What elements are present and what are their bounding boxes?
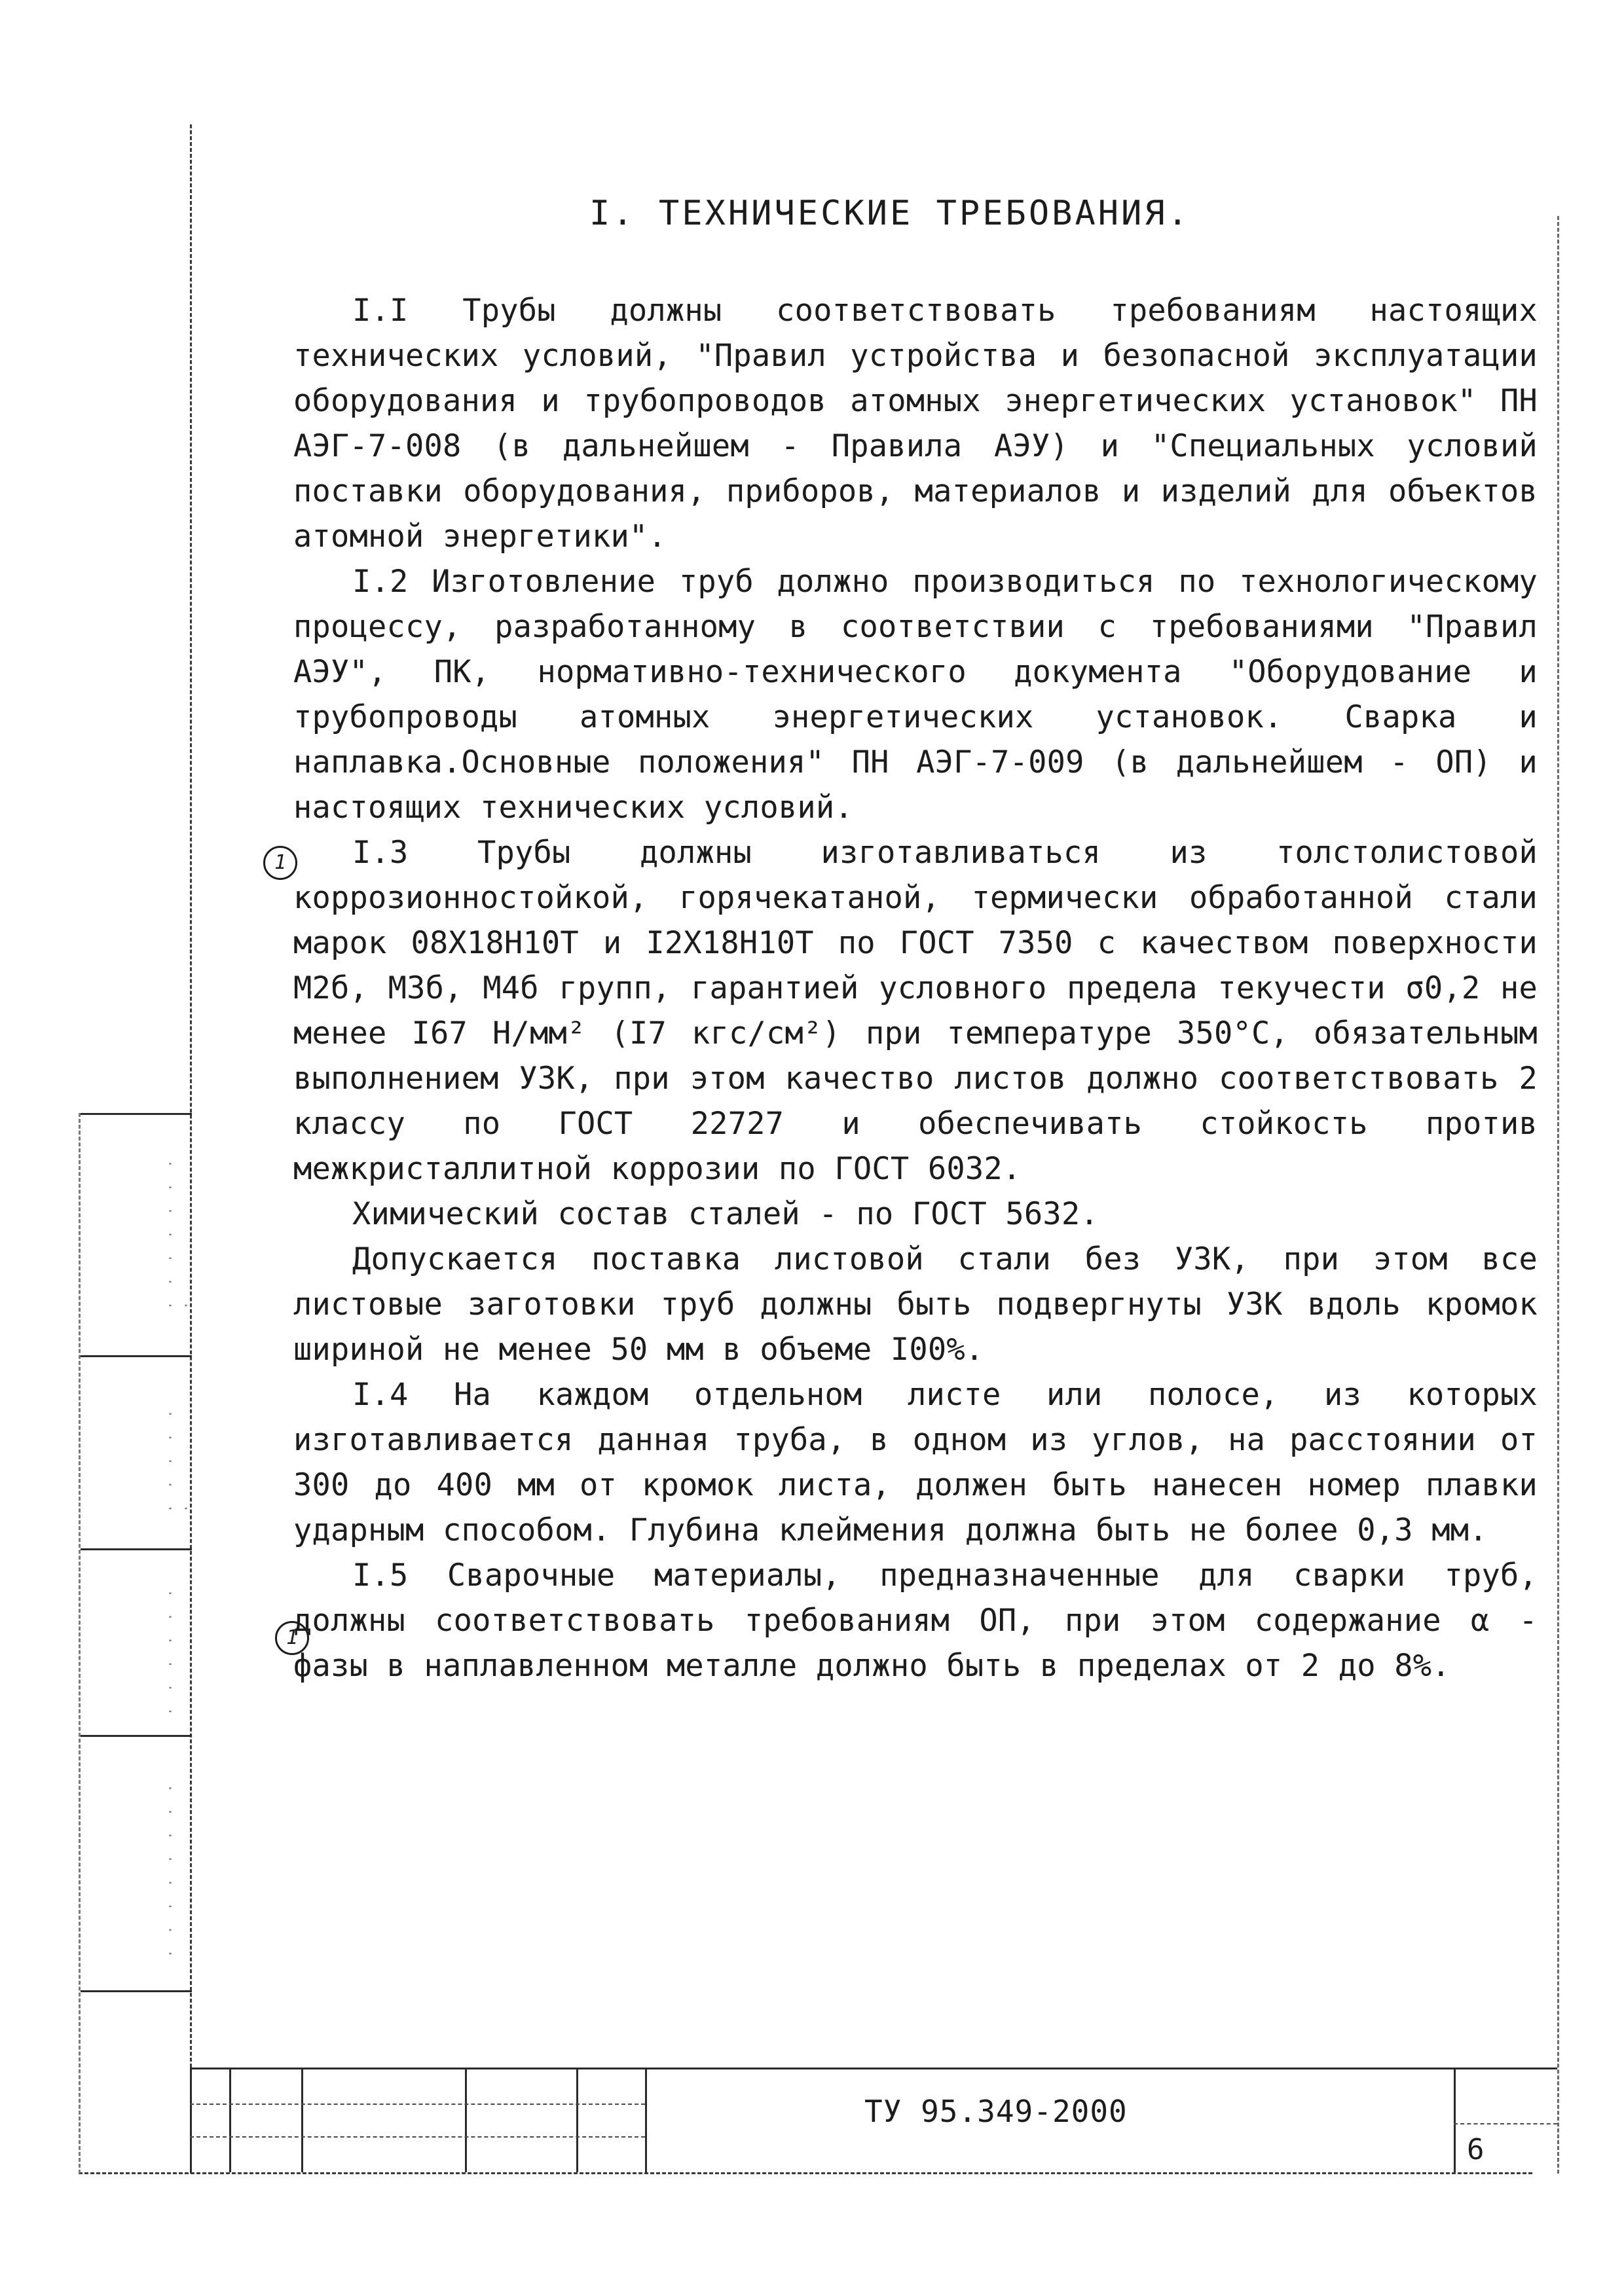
paragraph-1-1: I.I Трубы должны соответствовать требованиям настоящих технических условий, "Правил устройства и безопасной эксплуатации оборудования и трубопроводов атомных энергетических установок" ПН АЭГ-7-008 (в дальнейшем - Правила АЭУ) и "Специальных условий поставки оборудования, приборов, материалов и изделий для объектов атомной энергетики". <box>293 293 1538 555</box>
title-block-divider <box>465 2068 467 2172</box>
document-code: ТУ 95.349-2000 <box>864 2094 1128 2129</box>
title-block-row-line <box>190 2104 645 2105</box>
strip-faint-label: · · · · · · <box>162 1406 194 1512</box>
document-body <box>293 288 1538 1688</box>
change-mark-icon: 1 <box>263 846 297 880</box>
paragraph-1-5: I.5 Сварочные материалы, предназначенные для сварки труб, должны соответствовать требованиям ОП, при этом содержание α - фазы в наплавленном металле должно быть в пределах от 2 до 8%. <box>293 1558 1538 1684</box>
paragraph-1-2: I.2 Изготовление труб должно производиться по технологическому процессу, разработанному в соответствии с требованиями "Правил АЭУ", ПК, нормативно-технического документа "Оборудование и трубопроводы атомных энергетических установок. Сварка и наплавка.Основные положения" ПН АЭГ-7-009 (в дальнейшем - ОП) и настоящих технических условий. <box>293 564 1538 826</box>
title-block-divider <box>576 2068 578 2172</box>
title-block-divider <box>190 2068 192 2172</box>
change-mark-icon: 1 <box>275 1621 309 1655</box>
strip-divider <box>81 1113 192 1115</box>
title-block-divider <box>1454 2068 1456 2172</box>
strip-divider <box>81 1735 192 1737</box>
title-block <box>190 2068 1557 2172</box>
title-block-top-line <box>190 2068 1557 2069</box>
sheet-number: 6 <box>1467 2133 1485 2166</box>
strip-divider <box>81 1548 192 1550</box>
strip-divider <box>81 1990 192 1992</box>
title-block-divider <box>301 2068 303 2172</box>
paragraph-allowance: Допускается поставка листовой стали без УЗК, при этом все листовые заготовки труб должны быть подвергнуты УЗК вдоль кромок шириной не менее 50 мм в объеме I00%. <box>293 1241 1538 1368</box>
strip-faint-label: · · · · · · · · <box>162 1156 194 1309</box>
binding-strip <box>79 1113 192 2174</box>
strip-divider <box>81 1355 192 1357</box>
paragraph-chemical-composition: Химический состав сталей - по ГОСТ 5632. <box>352 1196 1099 1232</box>
title-block-row-line <box>190 2136 645 2138</box>
frame-bottom-border <box>79 2172 1532 2174</box>
frame-right-border <box>1557 216 1559 2174</box>
title-block-divider <box>645 2068 647 2172</box>
paragraph-1-3: I.3 Трубы должны изготавливаться из толстолистовой коррозионностойкой, горячекатаной, термически обработанной стали марок 08Х18Н10Т и I2Х18Н10Т по ГОСТ 7350 с качеством поверхности М2б, М3б, М4б групп, гарантией условного предела текучести σ0,2 не менее I67 Н/мм² (I7 кгс/см²) при температуре 350°С, обязательным выполнением УЗК, при этом качество листов должно соответствовать 2 классу по ГОСТ 22727 и обеспечивать стойкость против межкристаллитной коррозии по ГОСТ 6032. <box>293 835 1538 1187</box>
section-heading: I. ТЕХНИЧЕСКИЕ ТРЕБОВАНИЯ. <box>589 194 1190 233</box>
strip-faint-label: · · · · · · · · <box>162 1780 178 1958</box>
paragraph-1-4: I.4 На каждом отдельном листе или полосе, из которых изготавливается данная труба, в одном из углов, на расстоянии от 300 до 400 мм от кромок листа, должен быть нанесен номер плавки ударным способом. Глубина клеймения должна быть не более 0,3 мм. <box>293 1377 1538 1548</box>
title-block-divider <box>229 2068 231 2172</box>
title-block-row-line <box>1454 2123 1557 2124</box>
strip-faint-label: · · · · · · <box>162 1585 178 1715</box>
